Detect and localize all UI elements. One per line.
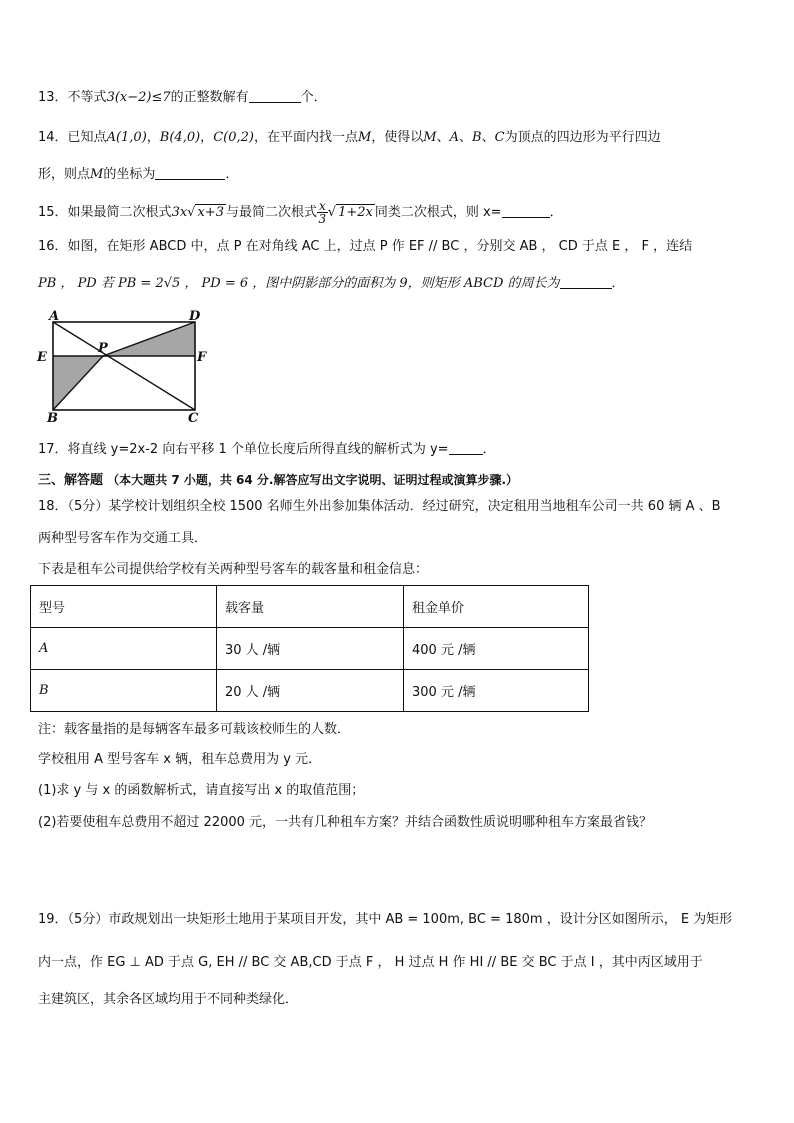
answer-blank [560,274,612,289]
question-16-line-1: 16．如图，在矩形 ABCD 中，点 P 在对角线 AC 上，过点 P 作 EF // BC ，分别交 AB ， CD 于点 E ， F ，连结 [38,239,693,254]
answer-blank [155,165,225,180]
question-16-line-2: PB ， PD 若 PB = 2√5 ， PD = 6 ，图中阴影部分的面积为 9，则矩形 ABCD 的周长为 ． [38,276,625,291]
question-15: 15．如果最简二次根式3x√ x+3 与最简二次根式 $\frac{x}{3}$ √ 1+2x 同类二次根式，则 x= ． [38,199,563,226]
rectangle-figure [34,308,214,424]
table-cell: 300 元 /辆 [404,670,589,712]
table-row [31,628,589,670]
question-19-line-3: 主建筑区，其余各区域均用于不同种类绿化． [38,992,299,1007]
table-cell: 30 人 /辆 [217,628,404,670]
question-17: 17．将直线 y=2x-2 向右平移 1 个单位长度后所得直线的解析式为 y= ． [38,442,496,457]
answer-blank [249,88,301,103]
table-cell: 20 人 /辆 [217,670,404,712]
answer-blank [502,203,550,218]
label-p: P [98,341,108,356]
table-row [31,670,589,712]
label-f: F [197,350,207,365]
question-18-line-1: 18．（5分）某学校计划组织全校 1500 名师生外出参加集体活动．经过研究，决定租用当地租车公司一共 60 辆 A 、B [38,499,721,514]
label-b: B [47,411,58,424]
table-cell: B [31,670,217,712]
section-heading: 三、解答题 （本大题共 7 小题，共 64 分.解答应写出文字说明、证明过程或演算步骤.） [38,473,519,488]
question-18-part-1: (1)求 y 与 x 的函数解析式，请直接写出 x 的取值范围； [38,783,365,798]
question-18-note: 注：载客量指的是每辆客车最多可载该校师生的人数． [38,722,351,737]
label-d: D [189,309,201,324]
question-18-part-2: (2)若要使租车总费用不超过 22000 元，一共有几种租车方案？并结合函数性质说明哪种租车方案最省钱？ [38,815,653,830]
fraction: $\frac{x}{3}$ [318,199,327,226]
table-cell: A [31,628,217,670]
question-13: 13．不等式3(x−2)≤7的正整数解有 个． [38,90,327,105]
table-header: 租金单价 [404,586,589,628]
question-18-line-4: 学校租用 A 型号客车 x 辆，租车总费用为 y 元． [38,752,322,767]
question-18-line-3: 下表是租车公司提供给学校有关两种型号客车的载客量和租金信息： [38,562,429,577]
table-header: 载客量 [217,586,404,628]
question-19-line-1: 19．（5分）市政规划出一块矩形土地用于某项目开发，其中 AB = 100m, BC = 180m ，设计分区如图所示， E 为矩形 [38,912,733,927]
table-header-row [31,586,589,628]
answer-blank [449,440,483,455]
question-18-line-2: 两种型号客车作为交通工具． [38,531,208,546]
rental-table [30,585,589,712]
label-c: C [188,411,199,424]
inequality-expression: 3(x−2)≤7 [106,90,171,105]
label-a: A [49,309,60,324]
question-14-line-2: 形，则点M的坐标为 ． [38,167,239,182]
radical-2: √ 1+2x [327,205,373,220]
radical-1: √ x+3 [187,205,224,220]
table-cell: 400 元 /辆 [404,628,589,670]
label-e: E [37,350,47,365]
question-14-line-1: 14．已知点A(1,0)，B(4,0)，C(0,2)，在平面内找一点M，使得以M、A、B、C为顶点的四边形为平行四边 [38,130,661,145]
table-header: 型号 [31,586,217,628]
question-19-line-2: 内一点，作 EG ⊥ AD 于点 G, EH // BC 交 AB,CD 于点 F ， H 过点 H 作 HI // BE 交 BC 于点 I ，其中丙区域用于 [38,955,703,970]
